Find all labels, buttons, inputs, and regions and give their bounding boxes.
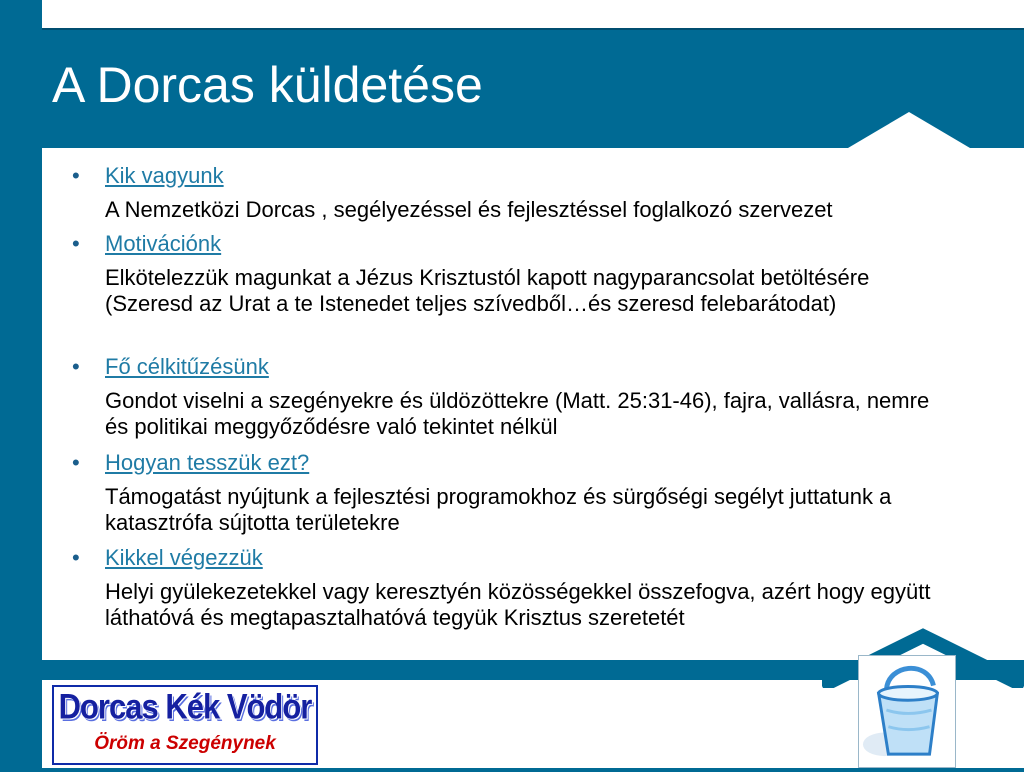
bullet-link[interactable]: Motivációnk	[105, 231, 222, 256]
bullet-marker: •	[72, 231, 80, 256]
bucket-box	[858, 655, 956, 768]
bullet-marker: •	[72, 354, 80, 379]
bullet-marker: •	[72, 545, 80, 570]
bullet-description: Támogatást nyújtunk a fejlesztési programokhoz és sürgőségi segélyt juttatunk a katasztrófa sújtotta területekre	[105, 484, 892, 535]
bullet-link[interactable]: Kik vagyunk	[105, 163, 224, 188]
slide-title: A Dorcas küldetése	[52, 57, 483, 113]
bullet-link[interactable]: Kikkel végezzük	[105, 545, 263, 570]
house-roof-icon	[848, 112, 970, 152]
bullet-description: Elkötelezzük magunkat a Jézus Krisztustól kapott nagyparancsolat betöltésére (Szeresd az Urat a te Istenedet teljes szívedből…és szeresd felebarátodat)	[105, 265, 870, 316]
bullet-link[interactable]: Fő célkitűzésünk	[105, 354, 269, 379]
dorcas-logo	[52, 685, 318, 765]
bullet-marker: •	[72, 450, 80, 475]
logo-subtitle: Öröm a Szegénynek	[94, 733, 276, 754]
logo-title: Dorcas Kék Vödör	[58, 686, 312, 727]
bullet-description: Helyi gyülekezetekkel vagy keresztyén közösségekkel összefogva, azért hogy együtt láthatóvá és megtapasztalhatóvá tegyük Krisztus szeretetét	[105, 579, 931, 630]
top-strip	[42, 0, 1024, 30]
bullet-description: A Nemzetközi Dorcas , segélyezéssel és fejlesztéssel foglalkozó szervezet	[105, 197, 833, 222]
bullet-link[interactable]: Hogyan tesszük ezt?	[105, 450, 310, 475]
bullet-marker: •	[72, 163, 80, 188]
bucket-icon	[859, 656, 955, 767]
bullet-description: Gondot viselni a szegényekre és üldözöttekre (Matt. 25:31-46), fajra, vallásra, nemre és politikai meggyőződésre való tekintet nélkül	[105, 388, 930, 439]
